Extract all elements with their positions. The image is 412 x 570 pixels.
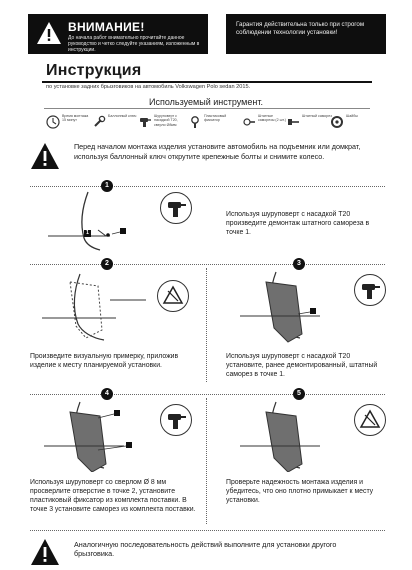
drill-step-icon xyxy=(160,192,192,224)
title-rule xyxy=(42,81,372,83)
drill-icon xyxy=(138,115,152,129)
step5-illustration xyxy=(236,398,354,472)
step2-illustration xyxy=(36,270,166,344)
warning-title: ВНИМАНИЕ! xyxy=(68,20,145,34)
warning-banner xyxy=(28,14,208,54)
column-divider xyxy=(206,268,207,382)
divider xyxy=(30,186,385,187)
tools-row: Время монтажа 15 минут Баллонный ключ Шуруповерт с насадкой T20, сверло Ø8мм Пластиковый фиксатор Штатные саморезы (2 шт.) Штатный саморез Шайбы xyxy=(46,113,372,135)
divider xyxy=(30,530,385,531)
step4-illustration xyxy=(40,398,160,472)
step-3-text: Используя шуруповерт с насадкой T20 установите, ранее демонтированный, штатный саморез в точке 1. xyxy=(226,353,378,378)
step-5-text: Проверьте надежность монтажа изделия и убедитесь, что оно плотно примыкает к месту установки. xyxy=(226,479,374,504)
step-number-4: 4 xyxy=(101,388,113,400)
step-number-5: 5 xyxy=(293,388,305,400)
page-title: Инструкция xyxy=(46,62,142,79)
point-label-1: 1 xyxy=(84,230,91,237)
step1-illustration xyxy=(40,190,160,252)
guarantee-banner xyxy=(226,14,386,54)
divider xyxy=(30,264,385,265)
step3-illustration xyxy=(236,268,354,344)
divider xyxy=(30,394,385,395)
tools-heading: Используемый инструмент. xyxy=(149,97,263,107)
step-4-text: Используя шуруповерт со сверлом Ø 8 мм просверлите отверстие в точке 2, установите пластиковый фиксатор из комплекта поставки. В точке 3 установите саморез из комплекта поставки. xyxy=(30,479,196,513)
warning-text: До начала работ внимательно прочитайте данное руководство и четко следуйте указаниям, изложенным в инструкции. xyxy=(68,35,200,53)
guarantee-text: Гарантия действительна только при строгом соблюдении технологии установки! xyxy=(236,21,365,36)
page-subtitle: по установке задних брызговиков на автомобиль Volkswagen Polo sedan 2015. xyxy=(46,84,251,90)
bolt-icon xyxy=(286,115,300,129)
clock-icon xyxy=(46,115,60,129)
footer-text: Аналогичную последовательность действий выполните для установки другого брызговика. xyxy=(74,540,337,558)
warning-triangle-icon xyxy=(30,538,60,566)
intro-text: Перед началом монтажа изделия установите автомобиль на подъемник или домкрат, используя баллонный ключ открутите крепежные болты и снимите колесо. xyxy=(74,142,361,161)
fit-check-icon xyxy=(157,280,189,312)
screw-icon xyxy=(242,115,256,129)
clip-icon xyxy=(188,115,202,129)
washer-icon xyxy=(330,115,344,129)
warning-triangle-icon xyxy=(36,21,62,45)
step-number-1: 1 xyxy=(101,180,113,192)
step-number-2: 2 xyxy=(101,258,113,270)
fit-check-icon xyxy=(354,404,386,436)
step-number-3: 3 xyxy=(293,258,305,270)
warning-triangle-icon xyxy=(30,142,60,170)
wrench-icon xyxy=(92,115,106,129)
tools-rule xyxy=(44,108,370,109)
drill-step-icon xyxy=(354,274,386,306)
step-2-text: Произведите визуальную примерку, приложив изделие к месту планируемой установки. xyxy=(30,353,179,369)
step-1-text: Используя шуруповерт с насадкой T20 произведите демонтаж штатного самореза в точке 1. xyxy=(226,211,370,236)
drill-step-icon xyxy=(160,404,192,436)
column-divider xyxy=(206,398,207,524)
